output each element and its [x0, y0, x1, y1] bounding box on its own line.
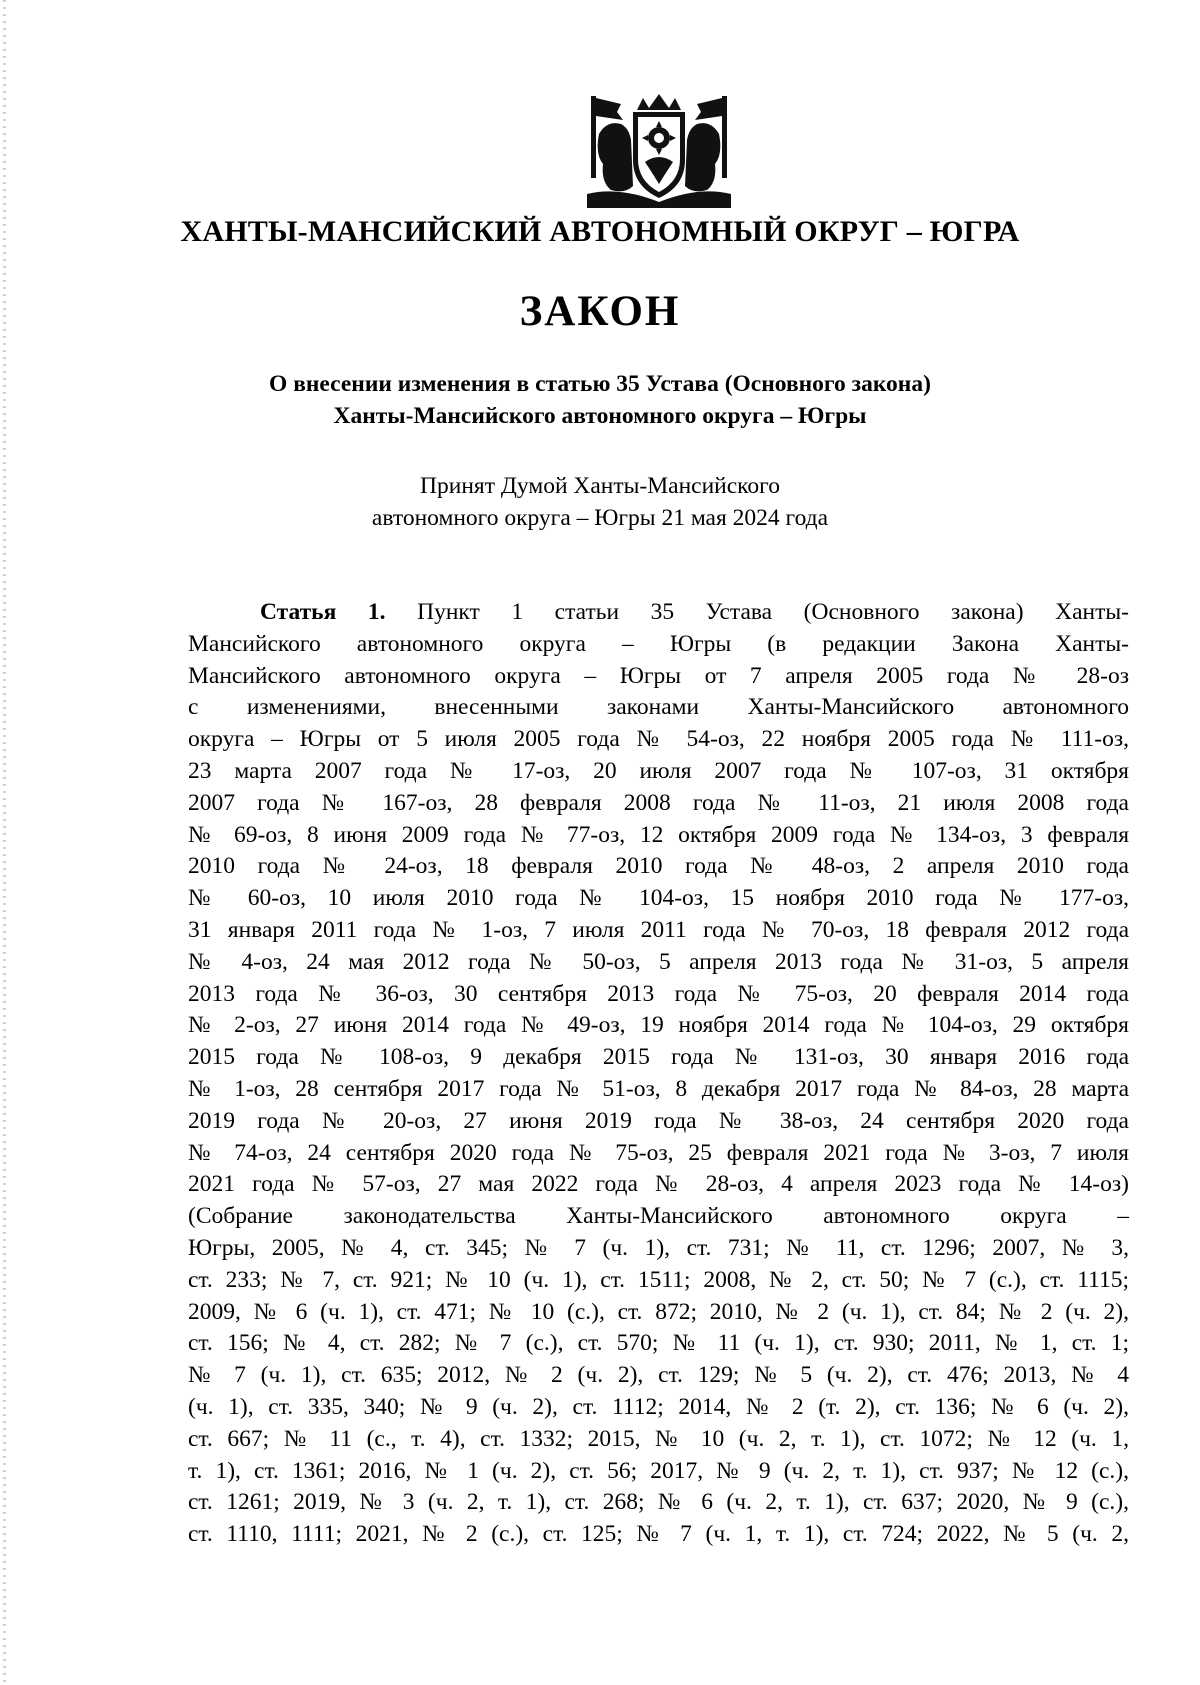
article-line: с изменениями, внесенными законами Ханты-Мансийского автономного: [188, 694, 1129, 721]
article-line: 2019 года № 20-оз, 27 июня 2019 года № 38-оз, 24 сентября 2020 года: [188, 1107, 1129, 1134]
article-line: № 1-оз, 28 сентября 2017 года № 51-оз, 8 декабря 2017 года № 84-оз, 28 марта: [188, 1075, 1129, 1102]
article-line: (ч. 1), ст. 335, 340; № 9 (ч. 2), ст. 1112; 2014, № 2 (т. 2), ст. 136; № 6 (ч. 2),: [188, 1393, 1129, 1420]
article-line: ст. 667; № 11 (с., т. 4), ст. 1332; 2015, № 10 (ч. 2, т. 1), ст. 1072; № 12 (ч. 1,: [188, 1425, 1129, 1452]
article-line: 2015 года № 108-оз, 9 декабря 2015 года № 131-оз, 30 января 2016 года: [188, 1044, 1129, 1071]
article-line: 31 января 2011 года № 1-оз, 7 июля 2011 года № 70-оз, 18 февраля 2012 года: [188, 916, 1129, 943]
coat-of-arms-icon: [579, 90, 739, 212]
article-1-body: [188, 597, 1129, 1551]
article-line: округа – Югры от 5 июля 2005 года № 54-оз, 22 ноября 2005 года № 111-оз,: [188, 726, 1129, 753]
article-line: № 4-оз, 24 мая 2012 года № 50-оз, 5 апреля 2013 года № 31-оз, 5 апреля: [188, 948, 1129, 975]
article-line: 2013 года № 36-оз, 30 сентября 2013 года № 75-оз, 20 февраля 2014 года: [188, 980, 1129, 1007]
article-line: 2007 года № 167-оз, 28 февраля 2008 года № 11-оз, 21 июля 2008 года: [188, 789, 1129, 816]
document-type-heading: ЗАКОН: [519, 288, 681, 335]
article-line: 2009, № 6 (ч. 1), ст. 471; № 10 (с.), ст. 872; 2010, № 2 (ч. 1), ст. 84; № 2 (ч. 2),: [188, 1298, 1129, 1325]
article-line: т. 1), ст. 1361; 2016, № 1 (ч. 2), ст. 56; 2017, № 9 (ч. 2, т. 1), ст. 937; № 12 (с.),: [188, 1457, 1129, 1484]
article-line: 23 марта 2007 года № 17-оз, 20 июля 2007 года № 107-оз, 31 октября: [188, 757, 1129, 784]
article-line: ст. 1110, 1111; 2021, № 2 (с.), ст. 125; № 7 (ч. 1, т. 1), ст. 724; 2022, № 5 (ч. 2,: [188, 1521, 1129, 1548]
article-line: Мансийского автономного округа – Югры от 7 апреля 2005 года № 28-оз: [188, 662, 1129, 689]
article-line: № 7 (ч. 1), ст. 635; 2012, № 2 (ч. 2), ст. 129; № 5 (ч. 2), ст. 476; 2013, № 4: [188, 1362, 1129, 1389]
article-line: Мансийского автономного округа – Югры (в редакции Закона Ханты-: [188, 630, 1129, 657]
article-line: № 69-оз, 8 июня 2009 года № 77-оз, 12 октября 2009 года № 134-оз, 3 февраля: [188, 821, 1129, 848]
adoption-note: [0, 470, 1200, 534]
article-line: № 74-оз, 24 сентября 2020 года № 75-оз, 25 февраля 2021 года № 3-оз, 7 июля: [188, 1139, 1129, 1166]
law-title-line: О внесении изменения в статью 35 Устава (Основного закона): [269, 371, 931, 397]
article-line-text: Пункт 1 статьи 35 Устава (Основного закона) Ханты-: [417, 599, 1129, 625]
article-line: № 2-оз, 27 июня 2014 года № 49-оз, 19 ноября 2014 года № 104-оз, 29 октября: [188, 1012, 1129, 1039]
article-line: ст. 233; № 7, ст. 921; № 10 (ч. 1), ст. 1511; 2008, № 2, ст. 50; № 7 (с.), ст. 1115;: [188, 1266, 1129, 1293]
article-line: № 60-оз, 10 июля 2010 года № 104-оз, 15 ноября 2010 года № 177-оз,: [188, 885, 1129, 912]
article-line: (Собрание законодательства Ханты-Мансийского автономного округа –: [188, 1203, 1129, 1230]
article-line: 2021 года № 57-оз, 27 мая 2022 года № 28-оз, 4 апреля 2023 года № 14-оз): [188, 1171, 1129, 1198]
law-title-line: Ханты-Мансийского автономного округа – Югры: [333, 403, 867, 429]
scan-edge-artifact: [3, 0, 6, 1685]
article-line: ст. 1261; 2019, № 3 (ч. 2, т. 1), ст. 268; № 6 (ч. 2, т. 1), ст. 637; 2020, № 9 (с.),: [188, 1489, 1129, 1516]
article-line: [188, 597, 1129, 629]
law-title: [0, 368, 1200, 432]
article-line: ст. 156; № 4, ст. 282; № 7 (с.), ст. 570; № 11 (ч. 1), ст. 930; 2011, № 1, ст. 1;: [188, 1330, 1129, 1357]
adoption-line: автономного округа – Югры 21 мая 2024 года: [371, 505, 829, 531]
region-name-heading: ХАНТЫ-МАНСИЙСКИЙ АВТОНОМНЫЙ ОКРУГ – ЮГРА: [180, 215, 1020, 248]
article-label: Статья 1.: [260, 599, 386, 625]
adoption-line: Принят Думой Ханты-Мансийского: [420, 473, 780, 499]
article-line: Югры, 2005, № 4, ст. 345; № 7 (ч. 1), ст. 731; № 11, ст. 1296; 2007, № 3,: [188, 1234, 1129, 1261]
article-line: 2010 года № 24-оз, 18 февраля 2010 года № 48-оз, 2 апреля 2010 года: [188, 853, 1129, 880]
